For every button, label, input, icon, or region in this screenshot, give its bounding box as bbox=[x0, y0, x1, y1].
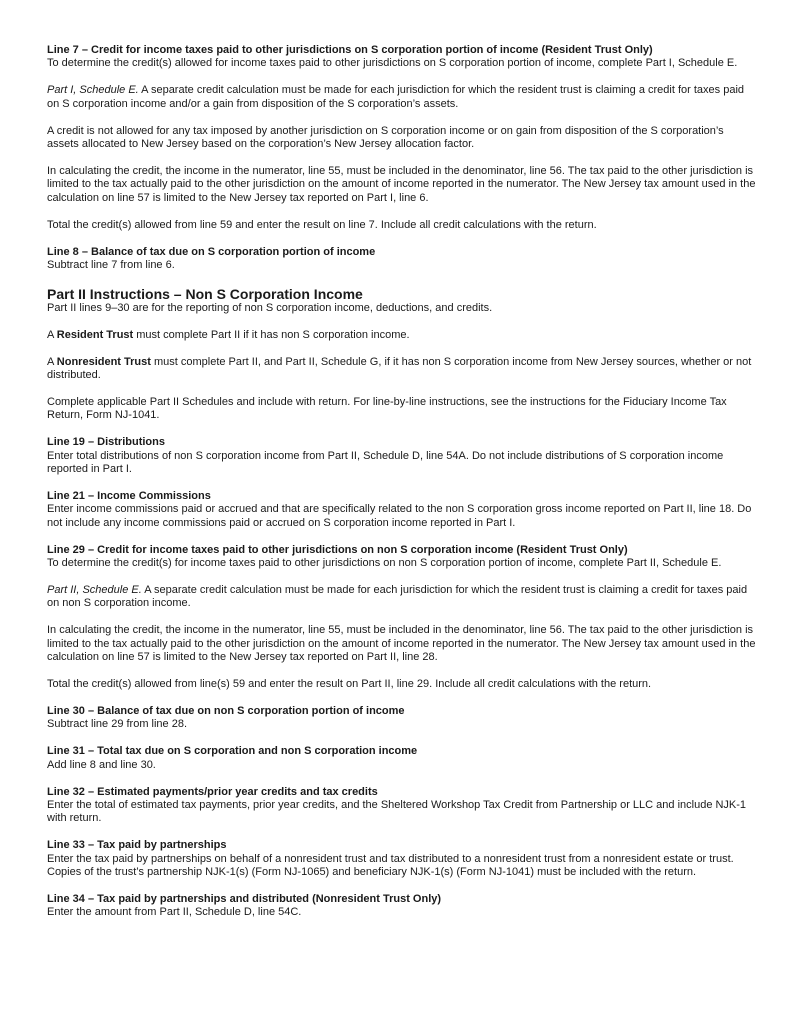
part2-intro: Part II lines 9–30 are for the reporting of non S corporation income, deductions, and credits. bbox=[47, 301, 493, 314]
line7-schedule-text: A separate credit calculation must be made for each jurisdiction for which the resident trust is claiming a credit for taxes paid on S corporation income and/or a gain from disposition of the S corporation’s assets. bbox=[47, 84, 745, 110]
line8-text: Subtract line 7 from line 6. bbox=[47, 258, 175, 271]
line30-section bbox=[47, 705, 756, 732]
nonresident-prefix: A bbox=[47, 355, 57, 368]
line32-text: Enter the total of estimated tax payments, prior year credits, and the Sheltered Workshop Tax Credit from Partnership or LLC and include NJK-1 with return. bbox=[47, 799, 747, 825]
line7-paragraph-5: Total the credit(s) allowed from line 59 and enter the result on line 7. Include all credit calculations with the return. bbox=[47, 218, 597, 231]
line34-heading: Line 34 – Tax paid by partnerships and distributed (Nonresident Trust Only) bbox=[47, 893, 442, 906]
line30-heading: Line 30 – Balance of tax due on non S corporation portion of income bbox=[47, 705, 405, 717]
line8-heading: Line 8 – Balance of tax due on S corporation portion of income bbox=[47, 245, 376, 258]
part2-intro-wrap bbox=[47, 302, 756, 315]
line34-text: Enter the amount from Part II, Schedule D, line 54C. bbox=[47, 906, 302, 919]
line19-section bbox=[47, 436, 756, 476]
line34-section bbox=[47, 893, 756, 920]
line7-paragraph-3-wrap bbox=[47, 125, 756, 152]
part2-schedules-wrap bbox=[47, 396, 756, 423]
line7-paragraph-3: A credit is not allowed for any tax imposed by another jurisdiction on S corporation income or on gain from disposition of the S corporation’s assets allocated to New Jersey based on the corporation’s New Jersey allocation factor. bbox=[47, 124, 724, 151]
resident-trust-term: Resident Trust bbox=[56, 328, 134, 341]
line7-schedule-ref: Part I, Schedule E. bbox=[47, 84, 139, 97]
line21-section bbox=[47, 490, 756, 530]
line33-section bbox=[47, 839, 756, 879]
line32-section bbox=[47, 786, 756, 826]
resident-prefix: A bbox=[47, 328, 57, 341]
line7-paragraph-2 bbox=[47, 84, 756, 111]
line33-text: Enter the tax paid by partnerships on behalf of a nonresident trust and tax distributed to a nonresident trust from a nonresident estate or trust. Copies of the trust’s partnership NJK-1(s) (Form NJ-1065) and beneficiary NJK-1(s) (Form NJ-1041) must be included with the return. bbox=[47, 852, 734, 879]
part2-resident bbox=[47, 329, 756, 342]
line29-section bbox=[47, 544, 756, 571]
line29-paragraph-4: Total the credit(s) allowed from line(s) 59 and enter the result on Part II, line 29. Include all credit calculations with the return. bbox=[47, 678, 652, 691]
line21-heading: Line 21 – Income Commissions bbox=[47, 490, 211, 503]
line29-schedule-ref: Part II, Schedule E. bbox=[47, 584, 142, 597]
nonresident-trust-term: Nonresident Trust bbox=[56, 355, 151, 368]
line7-section bbox=[47, 44, 756, 71]
line7-heading: Line 7 – Credit for income taxes paid to other jurisdictions on S corporation portion of income (Resident Trust Only) bbox=[47, 44, 653, 56]
line8-section bbox=[47, 246, 756, 273]
line7-paragraph-4: In calculating the credit, the income in the numerator, line 55, must be included in the denominator, line 56. The tax paid to the other jurisdiction is limited to the tax actually paid to the other jurisdiction on the amount of income reported in the numerator. The New Jersey tax amount used in the calculation on line 57 is limited to the New Jersey tax reported on Part I, line 6. bbox=[47, 164, 756, 204]
line29-paragraph-2 bbox=[47, 584, 756, 611]
line7-paragraph-1: To determine the credit(s) allowed for income taxes paid to other jurisdictions on S corporation portion of income, complete Part I, Schedule E. bbox=[47, 57, 738, 70]
part2-nonresident bbox=[47, 356, 756, 383]
line19-text: Enter total distributions of non S corporation income from Part II, Schedule D, line 54A. Do not include distributions of S corporation income reported in Part I. bbox=[47, 449, 724, 476]
line29-paragraph-3: In calculating the credit, the income in the numerator, line 55, must be included in the denominator, line 56. The tax paid to the other jurisdiction is limited to the tax actually paid to the other jurisdiction on the amount of income reported in the numerator. The New Jersey tax amount used in the calculation on line 57 is limited to the New Jersey tax reported on Part II, line 28. bbox=[47, 624, 756, 664]
line33-heading: Line 33 – Tax paid by partnerships bbox=[47, 839, 227, 852]
resident-suffix: must complete Part II if it has non S corporation income. bbox=[133, 328, 410, 341]
line21-text: Enter income commissions paid or accrued and that are specifically related to the non S corporation gross income reported on Part II, line 18. Do not include any income commissions paid or accrued on S corporation income reported in Part I. bbox=[47, 503, 752, 529]
nonresident-suffix: must complete Part II, and Part II, Schedule G, if it has non S corporation income from New Jersey sources, whether or not distributed. bbox=[47, 355, 752, 382]
line7-paragraph-5-wrap bbox=[47, 219, 756, 232]
line30-text: Subtract line 29 from line 28. bbox=[47, 718, 188, 731]
line29-paragraph-3-wrap bbox=[47, 624, 756, 664]
line31-text: Add line 8 and line 30. bbox=[47, 758, 156, 771]
line7-paragraph-4-wrap bbox=[47, 165, 756, 205]
line29-paragraph-1: To determine the credit(s) for income taxes paid to other jurisdictions on non S corporation portion of income, complete Part II, Schedule E. bbox=[47, 557, 722, 570]
line29-paragraph-4-wrap bbox=[47, 678, 756, 691]
line31-heading: Line 31 – Total tax due on S corporation and non S corporation income bbox=[47, 745, 418, 758]
line29-heading: Line 29 – Credit for income taxes paid to other jurisdictions on non S corporation income (Resident Trust Only) bbox=[47, 543, 628, 556]
part2-schedules: Complete applicable Part II Schedules and include with return. For line-by-line instructions, see the instructions for the Fiduciary Income Tax Return, Form NJ-1041. bbox=[47, 396, 727, 422]
part2-title: Part II Instructions – Non S Corporation Income bbox=[47, 285, 363, 302]
line31-section bbox=[47, 745, 756, 772]
line29-schedule-text: A separate credit calculation must be made for each jurisdiction for which the resident trust is claiming a credit for taxes paid on non S corporation income. bbox=[47, 584, 748, 610]
line19-heading: Line 19 – Distributions bbox=[47, 436, 165, 449]
line32-heading: Line 32 – Estimated payments/prior year credits and tax credits bbox=[47, 785, 378, 798]
